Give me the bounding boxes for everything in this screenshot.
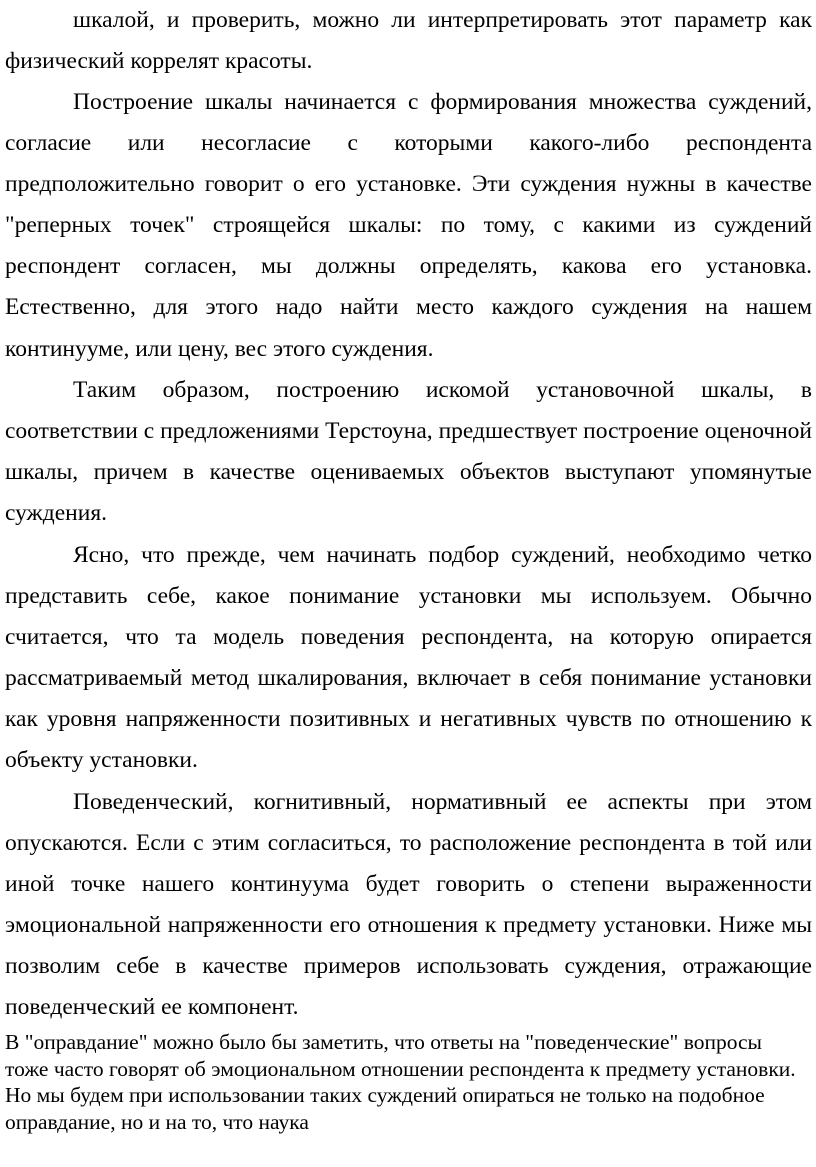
paragraph-behavioral-aspects: Поведенческий, когнитивный, нормативный ее аспекты при этом опускаются. Если с этим согласиться, то расположение респондента в той или иной точке нашего континуума будет говорить о степени выраженности эмоциональной напряженности его отношения к предмету установки. Ниже мы позволим себе в качестве примеров использовать суждения, отражающие поведенческий ее компонент.	[5, 789, 812, 1021]
paragraph-continuation: шкалой, и проверить, можно ли интерпретировать этот параметр как физический коррелят красоты.	[5, 7, 812, 75]
paragraph-attitude-model: Ясно, что прежде, чем начинать подбор суждений, необходимо четко представить себе, какое понимание установки мы используем. Обычно считается, что та модель поведения респондента, на которую опирается рассматриваемый метод шкалирования, включает в себя понимание установки как уровня напряженности позитивных и негативных чувств по отношению к объекту установки.	[5, 542, 812, 774]
paragraph-scale-construction: Построение шкалы начинается с формирования множества суждений, согласие или несогласие с которыми какого-либо респондента предположительно говорит о его установке. Эти суждения нужны в качестве "реперных точек" строящейся шкалы: по тому, с какими из суждений респондент согласен, мы должны определять, какова его установка. Естественно, для этого надо найти место каждого суждения на нашем континууме, или цену, вес этого суждения.	[5, 89, 812, 362]
footnote-text: В "оправдание" можно было бы заметить, что ответы на "поведенческие" вопросы тоже часто говорят об эмоциональном отношении респондента к предмету установки. Но мы будем при использовании таких суждений опираться не только на подобное оправдание, но и на то, что наука	[5, 1030, 796, 1134]
paragraph-thurstone: Таким образом, построению искомой установочной шкалы, в соответствии с предложениями Терстоуна, предшествует построение оценочной шкалы, причем в качестве оцениваемых объектов выступают упомянутые суждения.	[5, 377, 812, 527]
